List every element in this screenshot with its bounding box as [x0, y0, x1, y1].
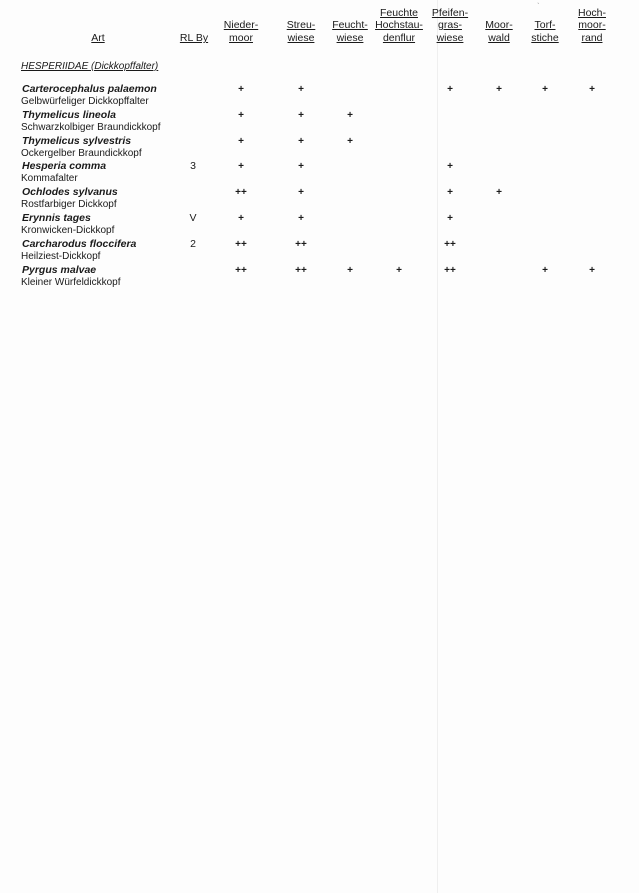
column-header: Hoch- moor- rand — [577, 6, 606, 44]
habitat-occurrence-mark: + — [589, 264, 595, 276]
habitat-occurrence-mark: + — [447, 161, 453, 173]
column-header-rl-by: RL By — [179, 32, 209, 44]
species-common-name: Rostfarbiger Dickkopf — [21, 199, 117, 211]
scan-line — [437, 0, 438, 893]
habitat-occurrence-mark: + — [298, 84, 304, 95]
habitat-occurrence-mark: + — [238, 109, 244, 121]
column-header: Streu- wiese — [286, 19, 316, 44]
species-common-name: Kommafalter — [21, 173, 78, 185]
habitat-occurrence-mark: + — [496, 84, 502, 95]
species-common-name: Gelbwürfeliger Dickkopffalter — [21, 96, 149, 107]
section-title: HESPERIIDAE (Dickkopffalter) — [21, 61, 159, 72]
habitat-occurrence-mark: + — [238, 213, 244, 224]
habitat-occurrence-mark: + — [347, 135, 353, 147]
column-header: Torf- stiche — [531, 19, 559, 44]
habitat-occurrence-mark: + — [347, 264, 353, 276]
habitat-occurrence-mark: + — [447, 213, 453, 224]
habitat-occurrence-mark: ++ — [295, 238, 307, 250]
habitat-occurrence-mark: + — [347, 109, 353, 121]
species-scientific-name: Pyrgus malvae — [22, 263, 97, 276]
habitat-occurrence-mark: ++ — [235, 187, 247, 199]
column-header-art: Art — [91, 32, 105, 44]
habitat-occurrence-mark: + — [496, 187, 502, 199]
species-common-name: Ockergelber Braundickkopf — [21, 147, 142, 159]
habitat-occurrence-mark: + — [589, 84, 595, 95]
species-common-name: Heilziest-Dickkopf — [21, 250, 101, 262]
habitat-occurrence-mark: + — [447, 187, 453, 199]
species-common-name: Kronwicken-Dickkopf — [21, 225, 115, 236]
habitat-occurrence-mark: ++ — [235, 238, 247, 250]
red-list-status: 3 — [190, 160, 196, 173]
habitat-occurrence-mark: ++ — [444, 238, 456, 250]
column-header: Feucht- wiese — [332, 19, 368, 44]
habitat-occurrence-mark: + — [542, 84, 548, 95]
habitat-occurrence-mark: + — [298, 135, 304, 147]
red-list-status: V — [189, 212, 197, 224]
species-scientific-name: Carterocephalus palaemon — [22, 83, 157, 95]
species-scientific-name: Ochlodes sylvanus — [22, 186, 118, 199]
column-header: Moor- wald — [485, 19, 513, 44]
species-scientific-name: Carcharodus floccifera — [22, 237, 137, 250]
species-scientific-name: Hesperia comma — [22, 160, 107, 173]
habitat-occurrence-mark: + — [298, 109, 304, 121]
habitat-occurrence-mark: + — [447, 84, 453, 95]
column-header: Nieder- moor — [223, 19, 259, 44]
habitat-occurrence-mark: ++ — [295, 264, 307, 276]
species-scientific-name: Thymelicus sylvestris — [22, 134, 132, 147]
habitat-occurrence-mark: + — [238, 135, 244, 147]
habitat-occurrence-mark: + — [542, 264, 548, 276]
column-header: Feuchte Hochstau- denflur — [375, 6, 423, 44]
habitat-occurrence-mark: ++ — [444, 264, 456, 276]
habitat-occurrence-mark: ++ — [235, 264, 247, 276]
column-header: Pfeifen- gras- wiese — [431, 6, 469, 44]
habitat-occurrence-mark: + — [396, 264, 402, 276]
species-scientific-name: Erynnis tages — [22, 212, 91, 224]
species-common-name: Kleiner Würfeldickkopf — [21, 276, 121, 288]
habitat-occurrence-mark: + — [298, 187, 304, 199]
habitat-occurrence-mark: + — [238, 84, 244, 95]
species-scientific-name: Thymelicus lineola — [22, 108, 116, 121]
habitat-occurrence-mark: + — [298, 213, 304, 224]
habitat-occurrence-mark: + — [238, 161, 244, 173]
species-common-name: Schwarzkolbiger Braundickkopf — [21, 121, 161, 133]
red-list-status: 2 — [190, 237, 196, 250]
scan-speck: ` — [537, 2, 540, 11]
habitat-occurrence-mark: + — [298, 161, 304, 173]
